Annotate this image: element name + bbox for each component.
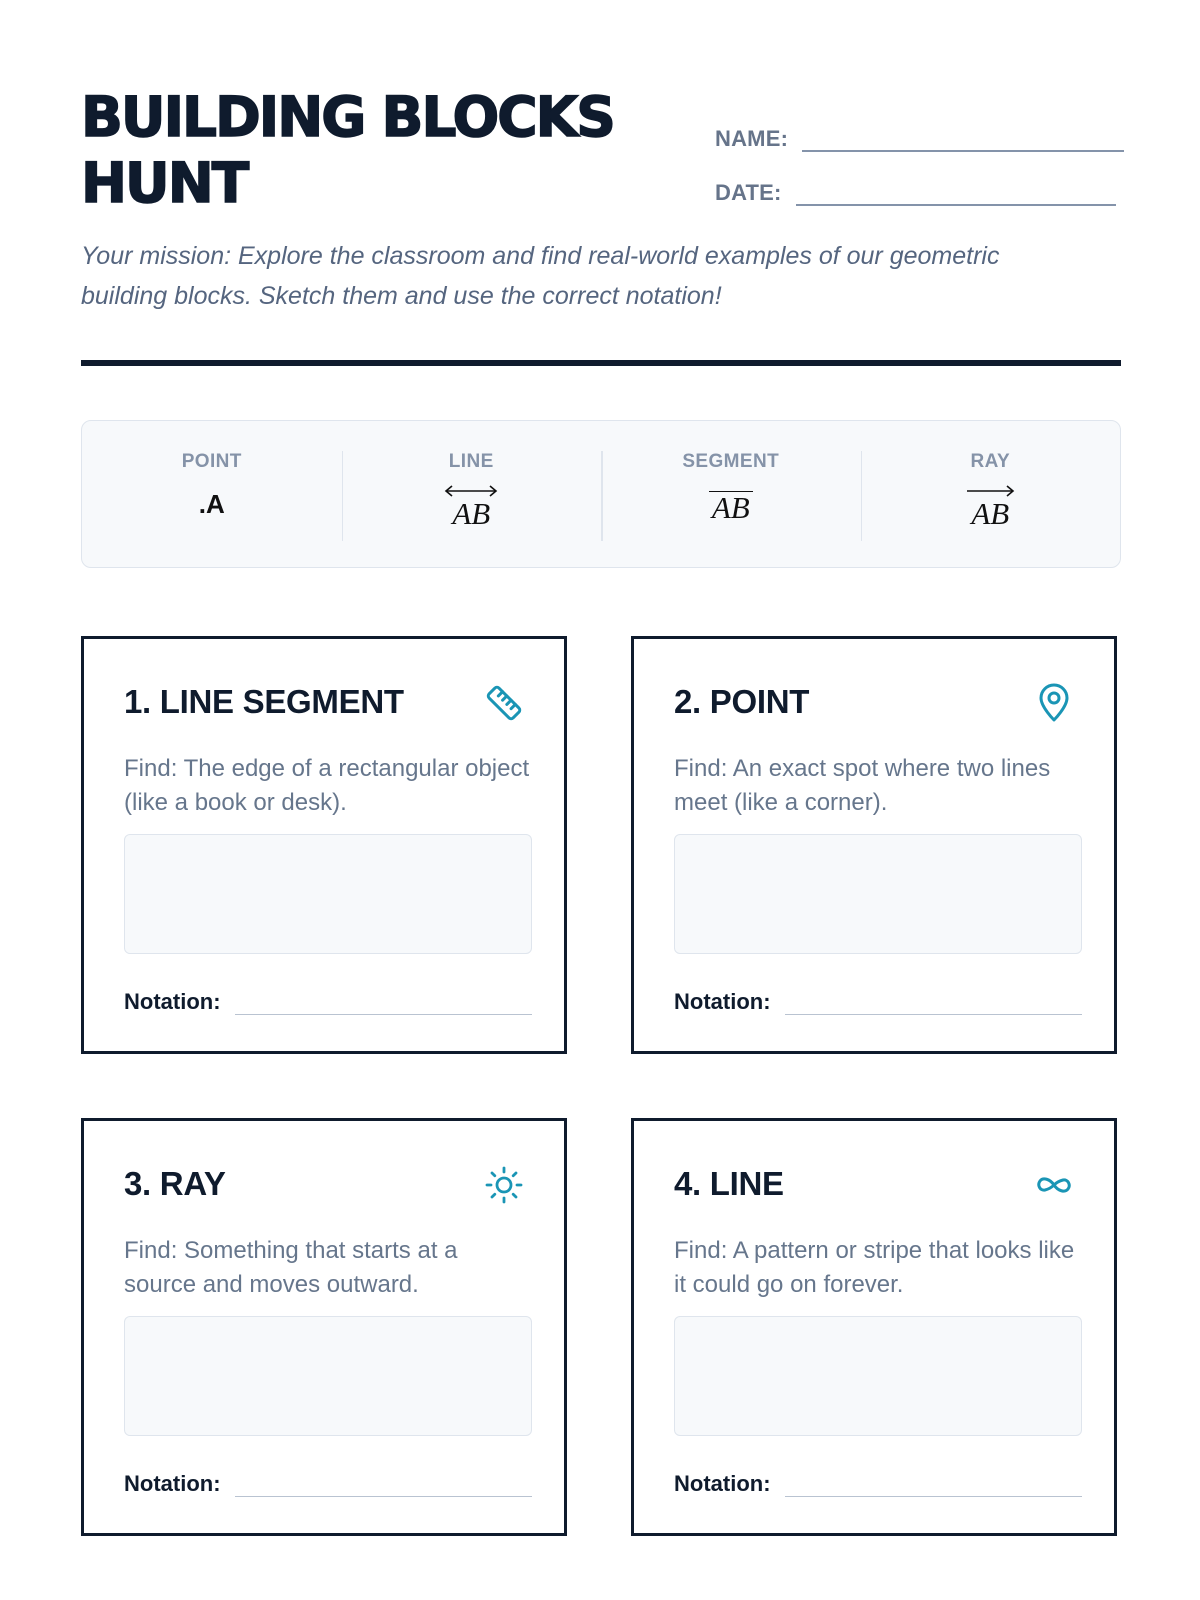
sketch-area[interactable]: [124, 1316, 532, 1436]
ray-notation-text: AB: [971, 496, 1010, 531]
legend-item-point: [82, 421, 342, 567]
sketch-area[interactable]: [674, 834, 1082, 954]
notation-blank[interactable]: [785, 994, 1082, 1015]
notation-row: [674, 989, 1082, 1015]
segment-notation-text: AB: [711, 490, 750, 525]
notation-row: [124, 1471, 532, 1497]
card-title: 4. LINE: [674, 1165, 784, 1202]
legend-label-line: LINE: [448, 451, 494, 472]
worksheet-title: [81, 84, 681, 216]
notation-legend: [81, 420, 1121, 568]
card-title: 1. LINE SEGMENT: [124, 683, 404, 720]
title-line-2: HUNT: [81, 151, 248, 215]
card-description: Find: Something that starts at a source and moves outward.: [124, 1237, 458, 1298]
sketch-area[interactable]: [674, 1316, 1082, 1436]
sun-icon: [484, 1165, 524, 1205]
notation-blank[interactable]: [785, 1476, 1082, 1497]
legend-item-segment: [601, 421, 861, 567]
sketch-area[interactable]: [124, 834, 532, 954]
mission-text: Your mission: Explore the classroom and find real-world examples of our geometric building blocks. Sketch them and use the correct notation!: [81, 242, 1000, 310]
legend-item-ray: [861, 421, 1121, 567]
card-description: Find: The edge of a rectangular object (like a book or desk).: [124, 755, 530, 816]
card-description: Find: A pattern or stripe that looks like it could go on forever.: [674, 1237, 1075, 1298]
legend-label-ray: RAY: [970, 451, 1011, 472]
header-divider: [81, 360, 1121, 366]
line-notation: [443, 483, 499, 539]
notation-blank[interactable]: [235, 1476, 532, 1497]
title-line-1: BUILDING BLOCKS: [81, 85, 614, 149]
date-field: [715, 180, 1116, 206]
ruler-icon: [484, 683, 524, 723]
notation-label: Notation:: [674, 989, 771, 1014]
date-blank[interactable]: [796, 180, 1116, 206]
legend-label-point: POINT: [181, 451, 242, 472]
name-label: NAME:: [715, 126, 789, 151]
ray-notation: [962, 483, 1018, 539]
point-notation: [199, 483, 225, 539]
notation-label: Notation:: [674, 1471, 771, 1496]
card-ray: [81, 1118, 567, 1536]
notation-label: Notation:: [124, 989, 221, 1014]
notation-blank[interactable]: [235, 994, 532, 1015]
date-label: DATE:: [715, 180, 782, 205]
card-line: [631, 1118, 1117, 1536]
name-blank[interactable]: [802, 126, 1124, 152]
legend-item-line: [342, 421, 602, 567]
map-pin-icon: [1034, 683, 1074, 723]
legend-label-segment: SEGMENT: [682, 451, 780, 472]
card-title: 2. POINT: [674, 683, 810, 720]
card-description: Find: An exact spot where two lines meet (like a corner).: [674, 755, 1051, 816]
card-line-segment: [81, 636, 567, 1054]
infinity-icon: [1034, 1165, 1074, 1205]
name-field: [715, 126, 1124, 152]
notation-row: [674, 1471, 1082, 1497]
notation-row: [124, 989, 532, 1015]
line-notation-text: AB: [452, 496, 491, 531]
point-notation-text: .A: [198, 489, 225, 519]
segment-notation: [709, 483, 753, 539]
card-point: [631, 636, 1117, 1054]
card-title: 3. RAY: [124, 1165, 226, 1202]
notation-label: Notation:: [124, 1471, 221, 1496]
